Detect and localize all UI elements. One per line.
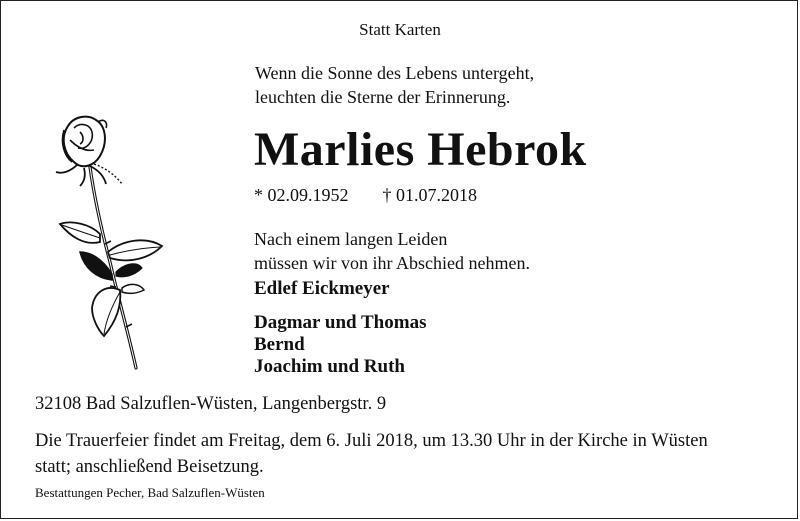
- undertaker-credit: Bestattungen Pecher, Bad Salzuflen-Wüsten: [35, 485, 265, 500]
- birth-date: * 02.09.1952: [254, 185, 349, 205]
- spouse-name: Edlef Eickmeyer: [254, 278, 390, 299]
- farewell-line: müssen wir von ihr Abschied nehmen.: [254, 253, 530, 273]
- quote-line: leuchten die Sterne der Erinnerung.: [255, 87, 511, 107]
- family-address: 32108 Bad Salzuflen-Wüsten, Langenbergstr. 9: [35, 394, 387, 414]
- memorial-quote: [255, 61, 534, 109]
- farewell-text: [254, 227, 530, 275]
- ceremony-line: statt; anschließend Beisetzung.: [35, 457, 264, 477]
- rose-icon: [50, 112, 170, 374]
- family-list: [254, 312, 426, 378]
- family-member: Joachim und Ruth: [254, 356, 405, 377]
- family-member: Dagmar und Thomas: [254, 312, 427, 333]
- family-member: Bernd: [254, 334, 305, 355]
- death-date: † 01.07.2018: [382, 185, 477, 205]
- header-label: Statt Karten: [359, 20, 441, 39]
- farewell-line: Nach einem langen Leiden: [254, 229, 448, 249]
- ceremony-line: Die Trauerfeier findet am Freitag, dem 6. Juli 2018, um 13.30 Uhr in der Kirche in Wüsten: [35, 431, 708, 451]
- ceremony-info: [35, 428, 708, 480]
- life-dates: [254, 185, 477, 206]
- deceased-name: Marlies Hebrok: [254, 123, 587, 176]
- quote-line: Wenn die Sonne des Lebens untergeht,: [255, 63, 535, 83]
